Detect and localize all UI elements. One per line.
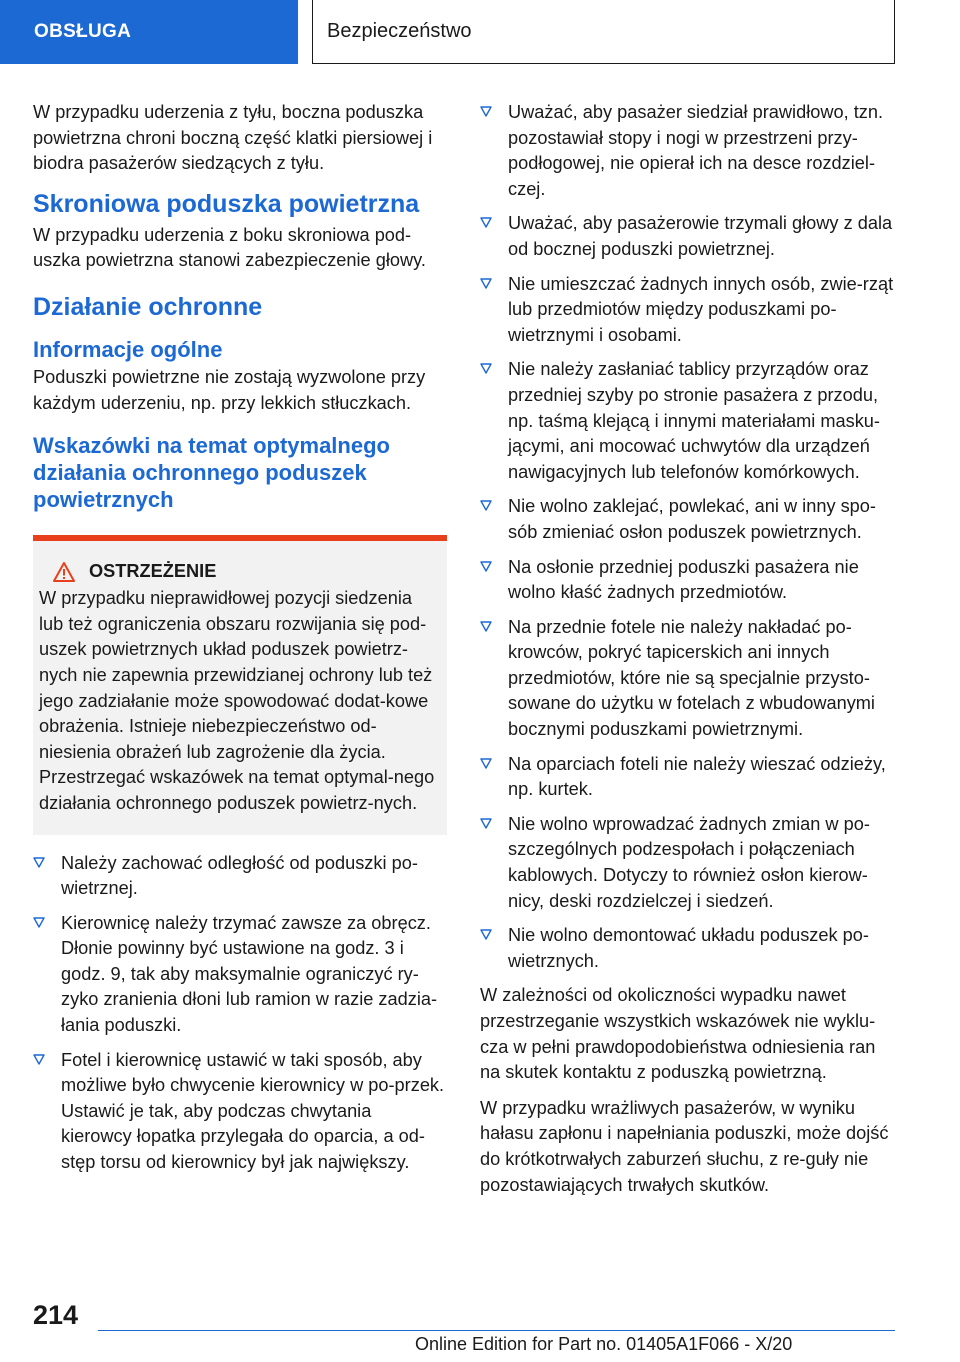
list-item xyxy=(33,1048,447,1176)
section-title: Bezpieczeństwo xyxy=(327,20,472,42)
triangle-bullet-icon xyxy=(33,917,45,929)
right-bullet-list xyxy=(480,100,896,974)
triangle-bullet-icon xyxy=(480,758,492,770)
list-item-text: Należy zachować odległość od poduszki po-wietrznej. xyxy=(61,852,418,899)
left-bullet-list xyxy=(33,851,447,1176)
list-item xyxy=(480,494,896,545)
intro-paragraph: W przypadku uderzenia z tyłu, boczna poduszka powietrzna chroni boczną część klatki piersiowej i biodra pasażerów siedzących z tyłu. xyxy=(33,102,433,174)
list-item xyxy=(480,555,896,606)
left-column xyxy=(33,100,447,1185)
triangle-bullet-icon xyxy=(480,500,492,512)
triangle-bullet-icon xyxy=(480,818,492,830)
triangle-bullet-icon xyxy=(480,929,492,941)
list-item xyxy=(480,923,896,974)
warning-text: W przypadku nieprawidłowej pozycji siedzenia lub też ograniczenia obszaru rozwijania się pod-uszek powietrznych układ poduszek powietrz-nych nie zapewnia przewidzianej ochrony lub też jego zadziałanie może spowodować dodat-kowe obrażenia. Istnieje niebezpieczeństwo od-niesienia obrażeń lub zagrożenie dla życia. Przestrzegać wskazówek na temat optymal-nego działania ochronnego poduszek powietrz-nych. xyxy=(39,588,435,813)
list-item-text: Nie należy zasłaniać tablicy przyrządów oraz przedniej szyby po stronie pasażera z przodu, np. taśmą klejącą i innymi materiałami masku-jącymi, ani mocować uchwytów dla urządzeń nawigacyjnych lub telefonów komórkowych. xyxy=(508,359,880,482)
list-item xyxy=(480,357,896,485)
triangle-bullet-icon xyxy=(480,106,492,118)
chapter-tab-label: OBSŁUGA xyxy=(34,21,132,42)
chapter-tab[interactable] xyxy=(0,0,298,64)
list-item-text: Uważać, aby pasażer siedział prawidłowo, tzn. pozostawiał stopy i nogi w przestrzeni przy-podłogowej, nie opierał ich na desce rozdziel-czej. xyxy=(508,102,884,199)
list-item-text: Nie wolno zaklejać, powlekać, ani w inny spo-sób zmieniać osłon poduszek powietrznych. xyxy=(508,496,876,542)
list-item xyxy=(480,615,896,743)
triangle-bullet-icon xyxy=(480,278,492,290)
warning-title-text: OSTRZEŻENIE xyxy=(89,561,217,582)
warning-title xyxy=(53,561,439,582)
heading-protection: Działanie ochronne xyxy=(33,292,263,321)
list-item xyxy=(480,100,896,202)
footer-edition: Online Edition for Part no. 01405A1F066 - X/20 xyxy=(415,1334,793,1354)
triangle-bullet-icon xyxy=(33,1054,45,1066)
paragraph-accident-circumstances: W zależności od okoliczności wypadku nawet przestrzeganie wszystkich wskazówek nie wyklu-cza w pełni prawdopodobieństwa odniesienia ran na skutek kontaktu z poduszką powietrzną. xyxy=(480,985,876,1083)
general-info-paragraph: Poduszki powietrzne nie zostają wyzwolone przy każdym uderzeniu, np. przy lekkich stłuczkach. xyxy=(33,366,426,413)
list-item-text: Nie wolno demontować układu poduszek po-wietrznych. xyxy=(508,925,869,971)
list-item-text: Na przednie fotele nie należy nakładać po-krowców, pokryć tapicerskich ani innych przedmiotów, które nie są specjalnie przysto-sowane do użytku w fotelach z wbudowanymi bocznymi poduszkami powietrznymi. xyxy=(508,616,875,740)
right-column xyxy=(480,100,896,1208)
list-item xyxy=(480,211,896,262)
list-item xyxy=(33,851,447,902)
warning-box xyxy=(33,535,447,834)
list-item xyxy=(33,911,447,1039)
triangle-bullet-icon xyxy=(480,561,492,573)
list-item-text: Uważać, aby pasażerowie trzymali głowy z dala od bocznej poduszki powietrznej. xyxy=(508,213,893,259)
triangle-bullet-icon xyxy=(33,857,45,869)
list-item xyxy=(480,752,896,803)
heading-curtain-airbag: Skroniowa poduszka powietrzna xyxy=(33,189,420,218)
triangle-bullet-icon xyxy=(480,363,492,375)
heading-optimal-protection: Wskazówki na temat optymalnego działania ochronnego poduszek powietrznych xyxy=(33,433,390,513)
triangle-bullet-icon xyxy=(480,217,492,229)
list-item-text: Fotel i kierownicę ustawić w taki sposób, aby możliwe było chwycenie kierownicy w po-przek. Ustawić je tak, aby podczas chwytania kierowcy łopatka przylegała do oparcia, a od-stęp torsu od kierownicy był jak największy. xyxy=(61,1049,445,1173)
paragraph-sensitive-passengers: W przypadku wrażliwych pasażerów, w wyniku hałasu zapłonu i napełniania poduszki, może dojść do krótkotrwałych zaburzeń słuchu, z re-guły nie pozostawiających trwałych skutków. xyxy=(480,1097,889,1195)
curtain-airbag-paragraph: W przypadku uderzenia z boku skroniowa pod-uszka powietrzna stanowi zabezpieczenie głowy. xyxy=(33,224,426,271)
list-item-text: Nie wolno wprowadzać żadnych zmian w po-szczególnych podzespołach i połączeniach kablowych. Dotyczy to również osłon kierow-nicy, deski rozdzielczej i siedzeń. xyxy=(508,813,870,911)
list-item-text: Na oparciach foteli nie należy wieszać odzieży, np. kurtek. xyxy=(508,753,886,800)
list-item xyxy=(480,812,896,914)
page-number: 214 xyxy=(33,1300,79,1330)
section-header xyxy=(312,0,895,64)
list-item-text: Nie umieszczać żadnych innych osób, zwie-rząt lub przedmiotów między poduszkami po-wietrznymi i osobami. xyxy=(508,273,894,345)
triangle-bullet-icon xyxy=(480,621,492,633)
heading-general-info: Informacje ogólne xyxy=(33,336,223,362)
list-item-text: Na osłonie przedniej poduszki pasażera nie wolno kłaść żadnych przedmiotów. xyxy=(508,556,859,603)
list-item-text: Kierownicę należy trzymać zawsze za obręcz. Dłonie powinny być ustawione na godz. 3 i godz. 9, tak aby maksymalnie ograniczyć ry-zyko zranienia dłoni lub ramion w razie zadzia-łania poduszki. xyxy=(61,912,438,1036)
list-item xyxy=(480,272,896,349)
warning-triangle-icon xyxy=(53,562,75,582)
footer-divider xyxy=(98,1330,895,1331)
